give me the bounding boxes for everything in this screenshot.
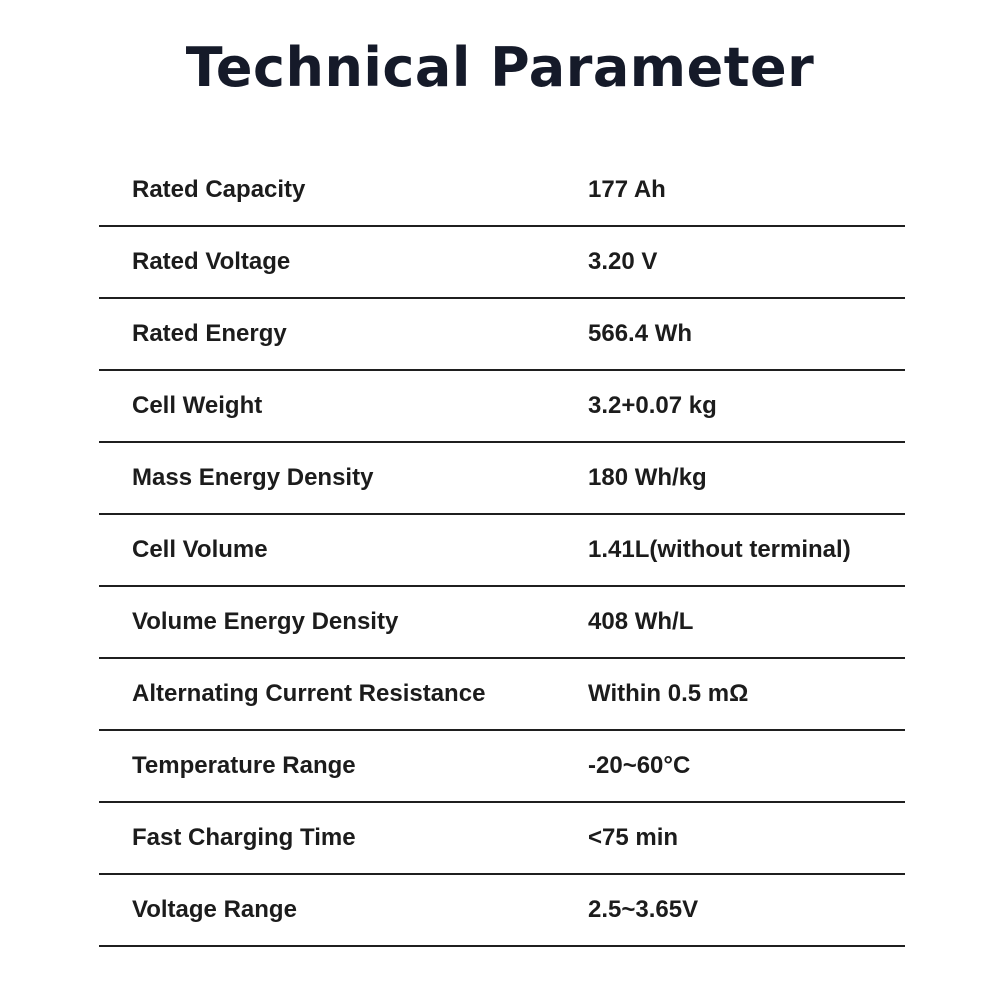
table-row (99, 371, 905, 443)
table-row (99, 587, 905, 659)
parameter-table (99, 155, 905, 947)
parameter-value: -20~60°C (588, 752, 691, 779)
table-row (99, 659, 905, 731)
table-row (99, 803, 905, 875)
parameter-label: Voltage Range (132, 896, 297, 923)
page-title: Technical Parameter (185, 36, 815, 99)
parameter-label: Rated Capacity (132, 176, 306, 203)
parameter-label: Alternating Current Resistance (132, 680, 486, 707)
parameter-value: 177 Ah (588, 176, 666, 203)
parameter-value: <75 min (588, 824, 679, 851)
parameter-value: 408 Wh/L (588, 608, 694, 635)
parameter-label: Volume Energy Density (132, 608, 399, 635)
parameter-value: 3.20 V (588, 248, 658, 275)
parameter-label: Temperature Range (132, 752, 356, 779)
parameter-label: Cell Volume (132, 536, 268, 563)
parameter-label: Cell Weight (132, 392, 263, 419)
table-row (99, 227, 905, 299)
parameter-value: 3.2+0.07 kg (588, 392, 717, 419)
parameter-label: Fast Charging Time (132, 824, 356, 851)
parameter-value: Within 0.5 mΩ (588, 680, 749, 707)
table-row (99, 731, 905, 803)
table-row (99, 443, 905, 515)
parameter-value: 1.41L(without terminal) (588, 536, 851, 563)
table-row (99, 299, 905, 371)
parameter-label: Mass Energy Density (132, 464, 374, 491)
parameter-value: 566.4 Wh (588, 320, 693, 347)
parameter-label: Rated Energy (132, 320, 287, 347)
parameter-value: 180 Wh/kg (588, 464, 707, 491)
table-row (99, 155, 905, 227)
table-row (99, 515, 905, 587)
table-row (99, 875, 905, 947)
parameter-value: 2.5~3.65V (588, 896, 699, 923)
parameter-label: Rated Voltage (132, 248, 291, 275)
